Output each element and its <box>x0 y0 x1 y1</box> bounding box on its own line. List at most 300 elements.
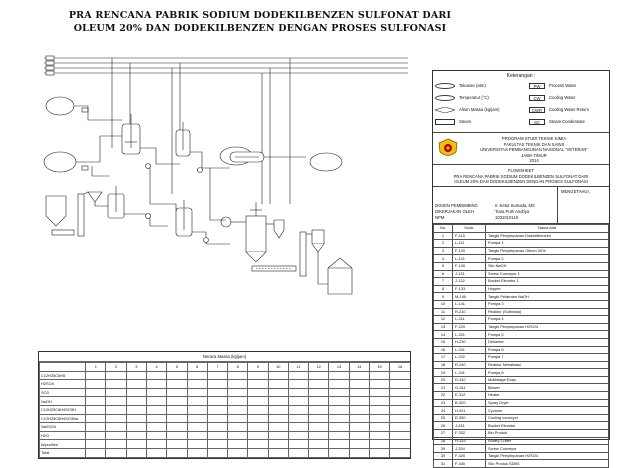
equipment-name: Reaktor Netralisasi <box>486 361 609 369</box>
mass-flow-cell <box>349 405 369 414</box>
equipment-no: 10 <box>434 300 453 308</box>
mass-flow-cell <box>268 380 288 389</box>
mass-flow-cell <box>167 423 187 432</box>
equipment-code: J-132 <box>453 278 486 286</box>
equipment-row <box>434 437 609 445</box>
university-logo-icon <box>437 138 459 160</box>
mass-flow-cell <box>390 380 410 389</box>
mass-flow-cell <box>167 397 187 406</box>
mass-flow-cell <box>106 380 126 389</box>
mass-flow-cell <box>187 431 207 440</box>
pump-l231 <box>198 168 203 173</box>
equipment-code: R-210 <box>453 308 486 316</box>
mass-flow-cell <box>309 380 329 389</box>
stream-header: 7 <box>207 363 227 372</box>
mass-flow-cell <box>329 388 349 397</box>
code-cw: CW <box>533 96 541 101</box>
equipment-row <box>434 384 609 392</box>
mass-flow-cell <box>228 440 248 449</box>
code-label-1: Process Water <box>549 83 577 88</box>
equipment-name: Silo NaOH <box>486 262 609 270</box>
equipment-name: Multistage Evap. <box>486 376 609 384</box>
mass-flow-cell <box>106 405 126 414</box>
mass-flow-cell <box>187 414 207 423</box>
equipment-row <box>434 308 609 316</box>
equipment-name: Spray Dryer <box>486 399 609 407</box>
mass-flow-cell <box>248 423 268 432</box>
equipment-no: 11 <box>434 308 453 316</box>
mass-flow-cell <box>329 405 349 414</box>
dosen-label: DOSEN PEMBIMBING <box>435 203 478 208</box>
mass-flow-cell <box>288 371 308 380</box>
mass-flow-cell <box>187 397 207 406</box>
mass-balance-header-row <box>40 363 411 372</box>
stream-header: 4 <box>147 363 167 372</box>
equipment-header-no: No. <box>434 225 453 233</box>
equipment-code: F-133 <box>453 285 486 293</box>
equipment-code: F-120 <box>453 247 486 255</box>
tank-f420 <box>310 153 342 171</box>
mass-flow-cell <box>329 414 349 423</box>
equipment-code: F-220 <box>453 323 486 331</box>
equipment-no: 25 <box>434 414 453 422</box>
mass-flow-cell <box>228 380 248 389</box>
mass-balance-row <box>40 405 411 414</box>
mass-flow-symbol-icon <box>435 107 455 113</box>
equipment-row <box>434 323 609 331</box>
mass-flow-cell <box>309 431 329 440</box>
component-name: Total <box>40 448 86 457</box>
mass-flow-cell <box>248 448 268 457</box>
equipment-code: J-331 <box>453 422 486 430</box>
npm-value: 1031010118 <box>495 215 518 220</box>
mass-flow-cell <box>167 414 187 423</box>
mass-flow-cell <box>106 388 126 397</box>
pump-l241 <box>204 238 209 243</box>
mass-flow-cell <box>147 405 167 414</box>
mass-flow-cell <box>228 423 248 432</box>
mass-flow-cell <box>126 405 146 414</box>
pump-l121 <box>82 166 88 170</box>
stream-header: 14 <box>349 363 369 372</box>
equipment-code: E-330 <box>453 414 486 422</box>
mass-flow-cell <box>167 371 187 380</box>
equipment-name: Tangki Penyimpanan Dodekilbenzen <box>486 232 609 240</box>
temperature-symbol-icon <box>435 95 455 101</box>
mass-flow-cell <box>390 448 410 457</box>
mass-flow-cell <box>86 423 106 432</box>
institution-line2: FAKULTAS TEKNIK DAN SAINS <box>503 141 565 147</box>
mass-flow-cell <box>288 405 308 414</box>
mass-flow-cell <box>207 397 227 406</box>
equipment-header-row <box>434 225 609 233</box>
equipment-name: Cooling conveyor <box>486 414 609 422</box>
stream-header: 2 <box>106 363 126 372</box>
mass-flow-cell <box>126 388 146 397</box>
mass-flow-cell <box>86 405 106 414</box>
mass-flow-cell <box>369 431 389 440</box>
equipment-row <box>434 331 609 339</box>
legend-section <box>433 71 609 133</box>
mass-flow-cell <box>86 380 106 389</box>
equipment-code: F-130 <box>453 262 486 270</box>
mass-flow-cell <box>309 423 329 432</box>
mass-flow-cell <box>86 414 106 423</box>
equipment-table <box>433 224 609 468</box>
utility-tag-2 <box>46 61 54 65</box>
mass-flow-cell <box>268 405 288 414</box>
legend-label-3: Aliran Massa (kg/jam) <box>459 107 500 112</box>
mass-flow-cell <box>309 405 329 414</box>
pump-l141 <box>146 214 151 219</box>
mass-flow-cell <box>329 448 349 457</box>
stream-header: 13 <box>329 363 349 372</box>
mass-flow-cell <box>167 431 187 440</box>
equipment-no: 9 <box>434 293 453 301</box>
steam-symbol-icon <box>435 119 455 125</box>
code-box-cwr <box>529 107 545 113</box>
mass-flow-cell <box>390 423 410 432</box>
silo-f130 <box>46 196 66 226</box>
equipment-name: Bucket Elevator <box>486 422 609 430</box>
mass-flow-cell <box>349 380 369 389</box>
mass-flow-cell <box>349 414 369 423</box>
equipment-code: L-141 <box>453 300 486 308</box>
equipment-no: 16 <box>434 346 453 354</box>
mass-flow-cell <box>288 397 308 406</box>
institution-line3: UNIVERSITAS PEMBANGUNAN NASIONAL "VETERAN" <box>480 147 588 152</box>
legend-heading: Keterangan : <box>506 73 536 79</box>
mass-flow-cell <box>228 414 248 423</box>
equipment-row <box>434 452 609 460</box>
component-name: Na2SO4 <box>40 423 86 432</box>
mass-flow-cell <box>228 431 248 440</box>
screw-conveyor-j131 <box>52 230 74 235</box>
equipment-row <box>434 346 609 354</box>
equipment-code: B-320 <box>453 399 486 407</box>
equipment-row <box>434 285 609 293</box>
code-box-pw <box>529 83 545 89</box>
equipment-row <box>434 392 609 400</box>
equipment-row <box>434 422 609 430</box>
equipment-name: Tangki Penyimpanan H2SO4 <box>486 323 609 331</box>
mass-flow-cell <box>349 397 369 406</box>
drawing-title-line2: OLEUM 20% DAN DODEKILBENZEN DENGAN PROSES SULFONASI <box>73 23 447 34</box>
mass-flow-cell <box>268 388 288 397</box>
institution-line1: PROGRAM STUDI TEKNIK KIMIA <box>501 136 567 141</box>
component-header <box>40 363 86 372</box>
mass-flow-cell <box>126 448 146 457</box>
equipment-row <box>434 430 609 438</box>
equipment-code: M-140 <box>453 293 486 301</box>
process-flow-diagram <box>30 44 420 344</box>
mass-flow-cell <box>390 371 410 380</box>
mass-flow-cell <box>147 431 167 440</box>
equipment-code: J-131 <box>453 270 486 278</box>
mass-flow-cell <box>248 397 268 406</box>
mass-flow-cell <box>390 388 410 397</box>
legend-label-4: Steam <box>459 119 472 124</box>
mass-flow-cell <box>248 388 268 397</box>
equipment-no: 6 <box>434 270 453 278</box>
mass-flow-cell <box>268 423 288 432</box>
equipment-code: J-334 <box>453 445 486 453</box>
mass-flow-cell <box>228 405 248 414</box>
utility-tag-3 <box>46 66 54 70</box>
mass-flow-cell <box>86 448 106 457</box>
equipment-no: 15 <box>434 338 453 346</box>
equipment-row <box>434 399 609 407</box>
hopper-f133 <box>88 192 102 202</box>
equipment-name: Hopper <box>486 285 609 293</box>
equipment-no: 28 <box>434 437 453 445</box>
stream-header: 6 <box>187 363 207 372</box>
mass-flow-cell <box>126 380 146 389</box>
component-name: C12H25C6H5 <box>40 371 86 380</box>
mass-flow-cell <box>228 371 248 380</box>
equipment-code: F-420 <box>453 452 486 460</box>
equipment-row <box>434 270 609 278</box>
equipment-name: Pompa 2 <box>486 255 609 263</box>
equipment-code: R-240 <box>453 361 486 369</box>
mass-flow-cell <box>248 414 268 423</box>
mass-flow-cell <box>248 380 268 389</box>
mass-flow-cell <box>369 448 389 457</box>
mass-flow-cell <box>349 448 369 457</box>
stream-header: 1 <box>86 363 106 372</box>
component-name: C12H25C6H4SO3Na <box>40 414 86 423</box>
mass-flow-cell <box>369 371 389 380</box>
mass-flow-cell <box>106 431 126 440</box>
mass-flow-cell <box>349 388 369 397</box>
code-label-2: Cooling Water <box>549 95 576 100</box>
mass-flow-cell <box>369 414 389 423</box>
mass-flow-cell <box>147 388 167 397</box>
flowsheet-section <box>433 165 609 187</box>
author-name: Tiara Putri Andriya <box>495 209 530 214</box>
mass-flow-cell <box>248 405 268 414</box>
pressure-symbol-icon <box>435 83 455 89</box>
mass-balance-caption: Neraca Massa (kg/jam) <box>39 352 410 362</box>
mass-flow-cell <box>106 448 126 457</box>
equipment-row <box>434 316 609 324</box>
mass-flow-cell <box>329 380 349 389</box>
equipment-no: 13 <box>434 323 453 331</box>
equipment-row <box>434 232 609 240</box>
equipment-name: Pompa 7 <box>486 354 609 362</box>
mass-flow-cell <box>349 423 369 432</box>
mass-flow-cell <box>329 371 349 380</box>
component-name: H2O <box>40 431 86 440</box>
mass-flow-cell <box>309 388 329 397</box>
equipment-no: 27 <box>434 430 453 438</box>
mass-flow-cell <box>207 405 227 414</box>
mass-flow-cell <box>369 423 389 432</box>
mass-flow-cell <box>288 440 308 449</box>
mass-flow-cell <box>390 397 410 406</box>
equipment-code: L-111 <box>453 240 486 248</box>
mass-flow-cell <box>86 397 106 406</box>
equipment-name: Heater <box>486 392 609 400</box>
flowsheet-heading: FLOWSHEET <box>507 168 535 173</box>
equipment-code: L-231 <box>453 346 486 354</box>
mass-balance-row <box>40 448 411 457</box>
mass-flow-cell <box>369 440 389 449</box>
bin-f332 <box>312 230 324 244</box>
stream-header: 15 <box>369 363 389 372</box>
mass-flow-cell <box>86 371 106 380</box>
mass-flow-cell <box>187 423 207 432</box>
code-label-4: Steam Condensate <box>549 119 585 124</box>
mass-flow-cell <box>207 431 227 440</box>
equipment-no: 12 <box>434 316 453 324</box>
mass-flow-cell <box>86 431 106 440</box>
institution-line4: JAWA TIMUR <box>521 152 547 158</box>
component-name: H2SO4 <box>40 380 86 389</box>
equipment-row <box>434 369 609 377</box>
mass-flow-cell <box>228 448 248 457</box>
mass-flow-cell <box>390 405 410 414</box>
equipment-no: 7 <box>434 278 453 286</box>
mass-flow-cell <box>147 440 167 449</box>
mass-flow-cell <box>228 397 248 406</box>
bucket-elevator-j331 <box>300 232 306 276</box>
stream-header: 10 <box>268 363 288 372</box>
flowsheet-line2: OLEUM 20% DAN DODEKILBENZEN DENGAN PROSES SULFONASI <box>454 179 588 184</box>
mass-flow-cell <box>248 440 268 449</box>
code-pw: PW <box>533 84 541 89</box>
mass-flow-cell <box>207 380 227 389</box>
equipment-name: Bucket Elevator 1 <box>486 278 609 286</box>
mass-flow-cell <box>126 397 146 406</box>
mass-balance-row <box>40 397 411 406</box>
mass-flow-cell <box>349 371 369 380</box>
mass-flow-cell <box>288 448 308 457</box>
equipment-no: 20 <box>434 376 453 384</box>
mass-flow-cell <box>147 423 167 432</box>
mass-flow-cell <box>126 414 146 423</box>
equipment-no: 8 <box>434 285 453 293</box>
equipment-no: 1 <box>434 232 453 240</box>
mass-flow-cell <box>187 371 207 380</box>
equipment-no: 5 <box>434 262 453 270</box>
equipment-name: Pompa 1 <box>486 240 609 248</box>
silo-f430 <box>328 258 352 294</box>
equipment-name: Pompa 8 <box>486 369 609 377</box>
mass-flow-cell <box>147 380 167 389</box>
pump-l111 <box>82 108 88 112</box>
mass-flow-cell <box>309 371 329 380</box>
equipment-code: L-211 <box>453 316 486 324</box>
equipment-no: 22 <box>434 392 453 400</box>
stream-header: 9 <box>248 363 268 372</box>
mass-flow-cell <box>126 371 146 380</box>
mass-flow-cell <box>147 371 167 380</box>
equipment-code: H-230 <box>453 338 486 346</box>
equipment-row <box>434 354 609 362</box>
equipment-code: L-221 <box>453 331 486 339</box>
mass-flow-cell <box>126 440 146 449</box>
equipment-code: D-310 <box>453 376 486 384</box>
equipment-row <box>434 262 609 270</box>
equipment-no: 17 <box>434 354 453 362</box>
mass-flow-cell <box>268 397 288 406</box>
mass-flow-cell <box>268 414 288 423</box>
equipment-row <box>434 414 609 422</box>
equipment-name: Screw Conveyor 1 <box>486 270 609 278</box>
mass-flow-cell <box>147 448 167 457</box>
mass-flow-cell <box>329 397 349 406</box>
mass-flow-cell <box>288 423 308 432</box>
title-block-panel <box>432 70 610 466</box>
mass-flow-cell <box>207 371 227 380</box>
component-name: SO3 <box>40 388 86 397</box>
equipment-name: Screw Conveyor <box>486 445 609 453</box>
mass-flow-cell <box>106 397 126 406</box>
mass-flow-cell <box>187 388 207 397</box>
mass-flow-cell <box>187 380 207 389</box>
equipment-code: H-333 <box>453 437 486 445</box>
code-cwr: CWR <box>531 108 542 113</box>
mass-flow-cell <box>369 405 389 414</box>
equipment-name: Pompa 4 <box>486 316 609 324</box>
equipment-code: L-121 <box>453 255 486 263</box>
mass-flow-cell <box>207 414 227 423</box>
mass-flow-cell <box>288 431 308 440</box>
component-name: C12H25C6H4SO3H <box>40 405 86 414</box>
mass-flow-cell <box>309 440 329 449</box>
equipment-row <box>434 240 609 248</box>
mass-balance-row <box>40 440 411 449</box>
equipment-code: L-241 <box>453 369 486 377</box>
cyclone-h321 <box>274 220 284 238</box>
equipment-code: G-311 <box>453 384 486 392</box>
equipment-code: F-332 <box>453 430 486 438</box>
drawing-title-line1: PRA RENCANA PABRIK SODIUM DODEKILBENZEN SULFONAT DARI <box>68 10 452 21</box>
equipment-row <box>434 247 609 255</box>
equipment-row <box>434 255 609 263</box>
equipment-row <box>434 361 609 369</box>
stream-header: 16 <box>390 363 410 372</box>
mass-flow-cell <box>329 440 349 449</box>
mass-flow-cell <box>167 388 187 397</box>
bucket-elevator-j132 <box>78 194 84 236</box>
equipment-no: 29 <box>434 445 453 453</box>
mass-flow-cell <box>207 448 227 457</box>
mass-flow-cell <box>390 440 410 449</box>
equipment-row <box>434 300 609 308</box>
component-name: Impurities <box>40 440 86 449</box>
equipment-no: 3 <box>434 247 453 255</box>
equipment-name: Tangki Penyimpanan Oleum 20% <box>486 247 609 255</box>
equipment-name: Blower <box>486 384 609 392</box>
equipment-no: 24 <box>434 407 453 415</box>
mass-flow-cell <box>309 414 329 423</box>
mass-balance-table <box>39 362 410 458</box>
mass-flow-cell <box>187 405 207 414</box>
equipment-code: L-232 <box>453 354 486 362</box>
mass-flow-cell <box>268 371 288 380</box>
equipment-name: Rotary Cutter <box>486 437 609 445</box>
tank-f120 <box>44 152 76 172</box>
equipment-name: Pompa 5 <box>486 331 609 339</box>
equipment-no: 23 <box>434 399 453 407</box>
author-label: DIKERJAKAN OLEH <box>435 209 474 214</box>
equipment-no: 19 <box>434 369 453 377</box>
equipment-header-nama: Nama Alat <box>486 225 609 233</box>
mass-flow-cell <box>248 431 268 440</box>
mass-flow-cell <box>329 431 349 440</box>
